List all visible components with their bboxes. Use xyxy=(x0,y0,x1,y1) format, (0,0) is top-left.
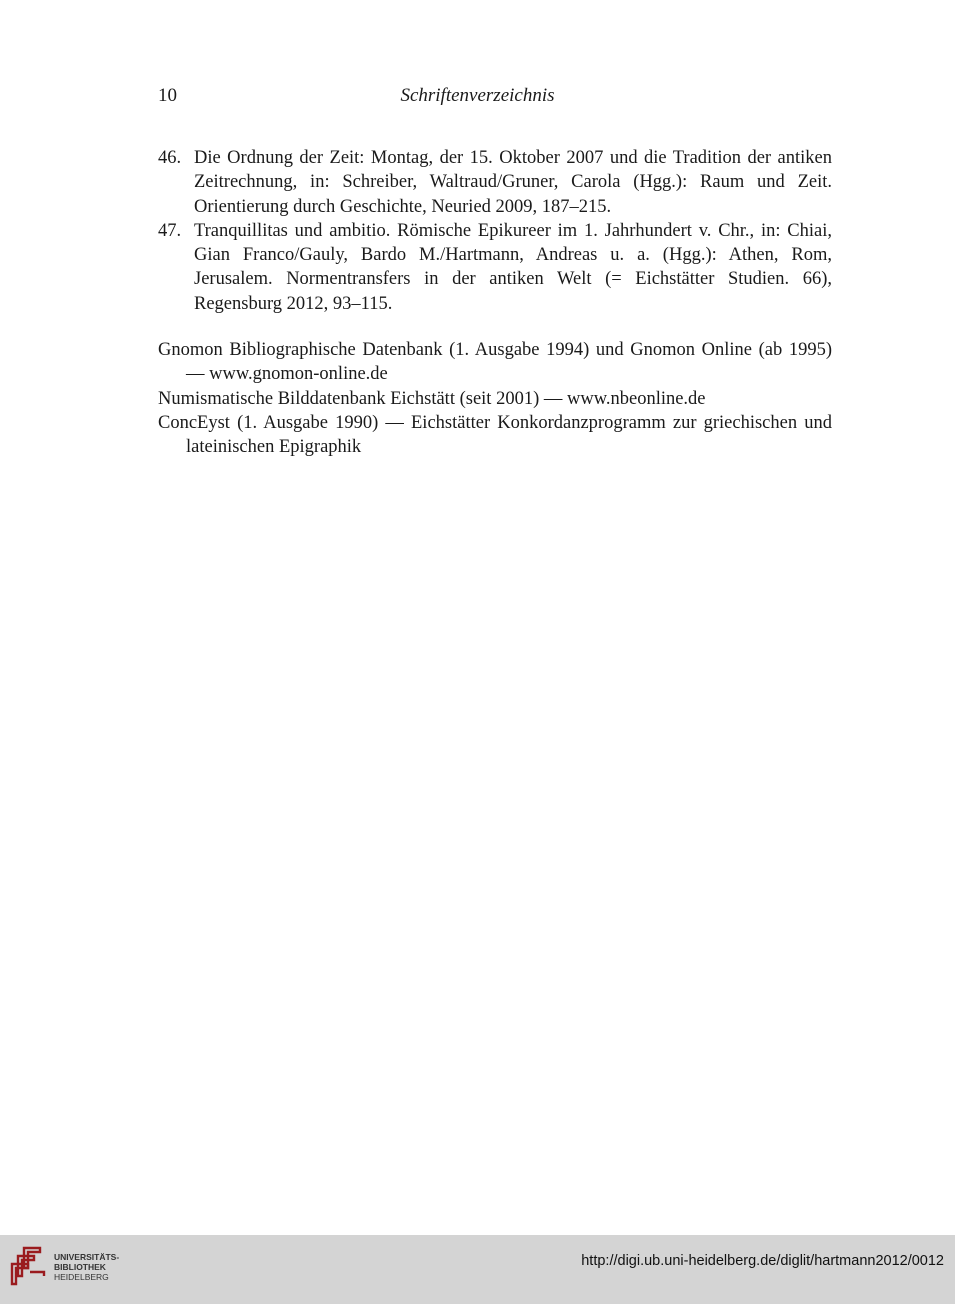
running-title: Schriftenverzeichnis xyxy=(400,85,555,106)
list-item xyxy=(158,219,832,316)
source-url-link[interactable]: http://digi.ub.uni-heidelberg.de/diglit/hartmann2012/0012 xyxy=(581,1253,944,1269)
database-list xyxy=(158,338,832,459)
library-name xyxy=(54,1252,119,1282)
library-name-line: UNIVERSITÄTS- xyxy=(54,1252,120,1262)
list-item xyxy=(158,146,832,219)
list-item: Numismatische Bilddatenbank Eichstätt (seit 2001) — www.nbeonline.de xyxy=(158,388,706,409)
entry-number: 47. xyxy=(158,220,182,241)
page-number: 10 xyxy=(158,85,177,106)
ub-heidelberg-logo-icon xyxy=(10,1244,50,1288)
list-item: ConcEyst (1. Ausgabe 1990) — Eichstätter Konkordanzprogramm zur griechischen und lateinischen Epigraphik xyxy=(158,412,832,458)
entry-number: 46. xyxy=(158,148,182,168)
bibliography-list xyxy=(158,146,832,316)
list-item: Gnomon Bibliographische Datenbank (1. Ausgabe 1994) und Gnomon Online (ab 1995) — www.gnomon-online.de xyxy=(158,340,832,385)
library-name-line: BIBLIOTHEK xyxy=(54,1262,106,1272)
footer-bar xyxy=(0,1235,955,1304)
entry-text: Tranquillitas und ambitio. Römische Epikureer im 1. Jahrhundert v. Chr., in: Chiai, Gian Franco/Gauly, Bardo M./Hartmann, Andreas u. a. (Hgg.): Athen, Rom, Jerusalem. Normentransfers in der antiken Welt (= Eichstätter Studien. 66), Regensburg 2012, 93–115. xyxy=(194,220,832,314)
library-name-line: HEIDELBERG xyxy=(54,1272,109,1282)
entry-text: Die Ordnung der Zeit: Montag, der 15. Oktober 2007 und die Tradition der antiken Zeitrechnung, in: Schreiber, Waltraud/Gruner, Carola (Hgg.): Raum und Zeit. Orientierung durch Geschichte, Neuried 2009, 187–215. xyxy=(194,148,832,217)
